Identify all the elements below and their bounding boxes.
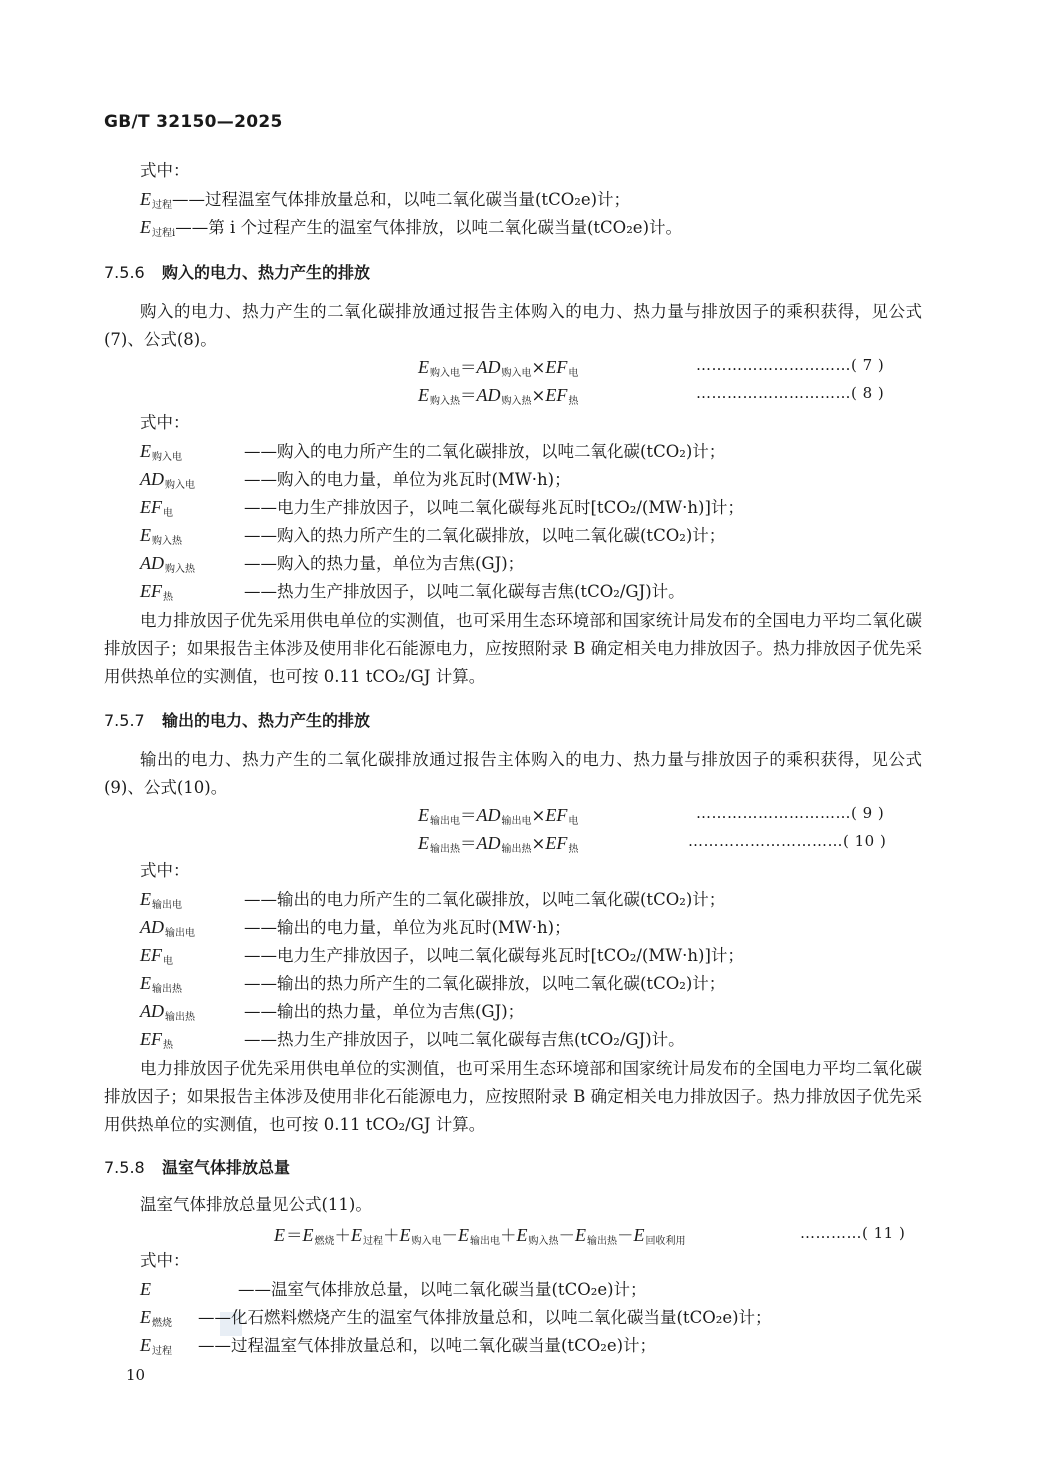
formula-9 (418, 802, 578, 827)
note-paragraph: 电力排放因子优先采用供电单位的实测值，也可采用生态环境部和国家统计局发布的全国电力平均二氧化碳排放因子；如果报告主体涉及使用非化石能源电力，应按照附录 B 确定相关电力排放因子。热力排放因子优先采用供热单位的实测值，也可按 0.11 tCO₂/GJ 计算。 (104, 1059, 922, 1134)
formula-number: ( 9 ) (851, 804, 885, 822)
formula-subscript: 输出热 (587, 1236, 617, 1247)
leader-dots: ………………………… (696, 384, 851, 402)
symbol-subscript: 燃烧 (152, 1318, 172, 1329)
formula-subscript: 购入热 (528, 1236, 559, 1247)
section-heading-7-5-8 (104, 1155, 290, 1178)
operator: － (617, 1226, 634, 1245)
paragraph: 输出的电力、热力产生的二氧化碳排放通过报告主体购入的电力、热力量与排放因子的乘积获得，见公式(9)、公式(10)。 (104, 750, 922, 797)
equals-sign: ＝ (460, 386, 477, 405)
symbol: E (140, 1335, 151, 1355)
definition-text: ——化石燃料燃烧产生的温室气体排放量总和，以吨二氧化碳当量(tCO₂e)计； (198, 1308, 772, 1327)
definition-line (140, 1028, 685, 1057)
definition-text: ——购入的热力所产生的二氧化碳排放，以吨二氧化碳(tCO₂)计； (244, 526, 726, 545)
formula-number: ( 7 ) (851, 356, 885, 374)
formula-symbol: E (302, 1225, 314, 1245)
formula-symbol: E (516, 1225, 528, 1245)
formula-number: ( 10 ) (843, 832, 887, 850)
definition-line (140, 440, 725, 469)
where-label: 式中： (140, 161, 190, 180)
operator: ＋ (500, 1226, 517, 1245)
formula-symbol: E (274, 1225, 285, 1245)
symbol: E (140, 441, 151, 461)
leader-dots: ………… (800, 1224, 862, 1242)
symbol-subscript: 购入电 (152, 452, 182, 463)
formula-symbol: AD (476, 357, 501, 377)
formula-leader-7 (696, 356, 884, 374)
definition-text: ——购入的电力所产生的二氧化碳排放，以吨二氧化碳(tCO₂)计； (244, 442, 726, 461)
formula-symbol: AD (476, 833, 501, 853)
symbol-subscript: 热 (163, 592, 173, 603)
times-sign: × (531, 358, 546, 377)
symbol-subscript: 电 (163, 508, 173, 519)
symbol: E (140, 217, 151, 237)
leader-dots: ………………………… (696, 356, 851, 374)
formula-subscript: 输出电 (430, 816, 460, 827)
definition-text: ——输出的电力所产生的二氧化碳排放，以吨二氧化碳(tCO₂)计； (244, 890, 726, 909)
definition-line (140, 216, 682, 245)
symbol: E (140, 1307, 151, 1327)
formula-subscript: 回收利用 (645, 1236, 686, 1247)
formula-symbol: E (418, 385, 429, 405)
symbol-subscript: 输出热 (165, 1012, 195, 1023)
formula-number: ( 11 ) (862, 1224, 906, 1242)
definition-text: ——电力生产排放因子，以吨二氧化碳每兆瓦时[tCO₂/(MW·h)]计； (244, 498, 744, 517)
formula-subscript: 热 (568, 844, 579, 855)
symbol-subscript: 过程 (152, 1346, 172, 1357)
formula-subscript: 过程 (363, 1236, 383, 1247)
symbol-subscript: 购入电 (165, 480, 195, 491)
formula-number: ( 8 ) (851, 384, 885, 402)
operator: ＋ (383, 1226, 400, 1245)
definition-text: ——过程温室气体排放量总和，以吨二氧化碳当量(tCO₂e)计； (198, 1336, 657, 1355)
formula-subscript: 购入热 (501, 396, 532, 407)
formula-subscript: 购入电 (430, 368, 460, 379)
operator: － (558, 1226, 575, 1245)
symbol-subscript: 输出电 (152, 900, 182, 911)
formula-leader-11 (800, 1224, 905, 1242)
where-label: 式中： (140, 861, 190, 880)
definition-text: ——热力生产排放因子，以吨二氧化碳每吉焦(tCO₂/GJ)计。 (244, 582, 685, 601)
definition-text: ——购入的热力量，单位为吉焦(GJ)； (244, 554, 525, 573)
paragraph: 购入的电力、热力产生的二氧化碳排放通过报告主体购入的电力、热力量与排放因子的乘积获得，见公式(7)、公式(8)。 (104, 302, 922, 349)
formula-10 (418, 830, 578, 855)
definition-text: ——电力生产排放因子，以吨二氧化碳每兆瓦时[tCO₂/(MW·h)]计； (244, 946, 744, 965)
definition-line (140, 1278, 647, 1307)
times-sign: × (531, 386, 546, 405)
formula-subscript: 输出电 (501, 816, 532, 827)
symbol: E (140, 1279, 151, 1299)
section-number: 7.5.6 (104, 263, 145, 282)
definition-line (140, 468, 571, 497)
section-number: 7.5.8 (104, 1158, 145, 1177)
symbol-subscript: 输出热 (152, 984, 182, 995)
equals-sign: ＝ (460, 834, 477, 853)
formula-leader-10 (688, 832, 886, 850)
formula-subscript: 电 (568, 816, 579, 827)
symbol-subscript: 电 (163, 956, 173, 967)
definition-dash: —— (172, 190, 205, 209)
definition-text: 过程温室气体排放量总和，以吨二氧化碳当量(tCO₂e)计； (205, 190, 631, 209)
document-header: GB/T 32150—2025 (104, 112, 283, 132)
operator: － (441, 1226, 458, 1245)
formula-symbol: EF (545, 805, 568, 825)
formula-subscript: 热 (568, 396, 579, 407)
formula-symbol: E (418, 357, 429, 377)
definition-text: ——输出的电力量，单位为兆瓦时(MW·h)； (244, 918, 571, 937)
note-paragraph: 电力排放因子优先采用供电单位的实测值，也可采用生态环境部和国家统计局发布的全国电力平均二氧化碳排放因子；如果报告主体涉及使用非化石能源电力，应按照附录 B 确定相关电力排放因子。热力排放因子优先采用供热单位的实测值，也可按 0.11 tCO₂/GJ 计算。 (104, 611, 922, 686)
page-number: 10 (126, 1366, 146, 1384)
where-label: 式中： (140, 1251, 190, 1270)
symbol: AD (140, 553, 164, 573)
definition-line (140, 188, 630, 217)
definition-text: 第 i 个过程产生的温室气体排放，以吨二氧化碳当量(tCO₂e)计。 (208, 218, 683, 237)
symbol: E (140, 525, 151, 545)
symbol: E (140, 189, 151, 209)
formula-subscript: 燃烧 (314, 1236, 335, 1247)
equals-sign: ＝ (460, 358, 477, 377)
formula-subscript: 输出热 (430, 844, 460, 855)
operator: ＝ (286, 1226, 303, 1245)
section-heading-7-5-7 (104, 708, 370, 731)
definition-text: ——输出的热力量，单位为吉焦(GJ)； (244, 1002, 525, 1021)
formula-subscript: 购入热 (430, 396, 460, 407)
symbol: AD (140, 469, 164, 489)
section-title: 输出的电力、热力产生的排放 (162, 711, 371, 730)
formula-subscript: 输出电 (470, 1236, 500, 1247)
leader-dots: ………………………… (688, 832, 843, 850)
formula-symbol: EF (545, 833, 568, 853)
times-sign: × (531, 806, 546, 825)
symbol-subscript: 过程i (152, 228, 176, 239)
symbol-subscript: 购入热 (165, 564, 195, 575)
definition-line (140, 552, 524, 581)
leader-dots: ………………………… (696, 804, 851, 822)
symbol: AD (140, 917, 164, 937)
definition-line (140, 916, 571, 945)
times-sign: × (531, 834, 546, 853)
formula-symbol: AD (476, 385, 501, 405)
symbol: E (140, 973, 151, 993)
formula-symbol: E (458, 1225, 469, 1245)
formula-leader-9 (696, 804, 884, 822)
formula-symbol: E (575, 1225, 586, 1245)
formula-leader-8 (696, 384, 884, 402)
symbol: E (140, 889, 151, 909)
formula-symbol: E (633, 1225, 645, 1245)
formula-symbol: E (418, 833, 429, 853)
definition-line (140, 1306, 772, 1335)
definition-line (140, 496, 744, 525)
definition-line (140, 972, 725, 1001)
formula-symbol: E (399, 1225, 411, 1245)
definition-line (140, 1334, 656, 1363)
formula-subscript: 电 (568, 368, 579, 379)
formula-symbol: AD (476, 805, 501, 825)
symbol-subscript: 输出电 (165, 928, 195, 939)
formula-symbol: E (418, 805, 429, 825)
definition-line (140, 888, 725, 917)
symbol: EF (140, 1029, 162, 1049)
paragraph: 温室气体排放总量见公式(11)。 (140, 1195, 372, 1214)
formula-subscript: 输出热 (501, 844, 532, 855)
definition-line (140, 944, 744, 973)
symbol-subscript: 购入热 (152, 536, 182, 547)
formula-subscript: 购入电 (411, 1236, 442, 1247)
operator: ＋ (334, 1226, 351, 1245)
formula-11 (274, 1222, 686, 1247)
section-heading-7-5-6 (104, 260, 370, 283)
formula-8 (418, 382, 578, 407)
definition-text: ——温室气体排放总量，以吨二氧化碳当量(tCO₂e)计； (238, 1280, 647, 1299)
formula-symbol: EF (545, 385, 568, 405)
formula-subscript: 购入电 (501, 368, 532, 379)
where-label: 式中： (140, 413, 190, 432)
symbol-subscript: 热 (163, 1040, 173, 1051)
section-number: 7.5.7 (104, 711, 145, 730)
definition-line (140, 524, 725, 553)
definition-dash: —— (175, 218, 209, 237)
definition-line (140, 580, 685, 609)
formula-symbol: EF (545, 357, 568, 377)
definition-text: ——购入的电力量，单位为兆瓦时(MW·h)； (244, 470, 571, 489)
formula-7 (418, 354, 578, 379)
symbol-subscript: 过程 (152, 200, 172, 211)
definition-text: ——输出的热力所产生的二氧化碳排放，以吨二氧化碳(tCO₂)计； (244, 974, 726, 993)
symbol: EF (140, 497, 162, 517)
definition-text: ——热力生产排放因子，以吨二氧化碳每吉焦(tCO₂/GJ)计。 (244, 1030, 685, 1049)
symbol: EF (140, 945, 162, 965)
definition-line (140, 1000, 524, 1029)
section-title: 购入的电力、热力产生的排放 (162, 263, 371, 282)
symbol: AD (140, 1001, 164, 1021)
equals-sign: ＝ (460, 806, 477, 825)
formula-symbol: E (351, 1225, 362, 1245)
symbol: EF (140, 581, 162, 601)
section-title: 温室气体排放总量 (162, 1158, 291, 1177)
